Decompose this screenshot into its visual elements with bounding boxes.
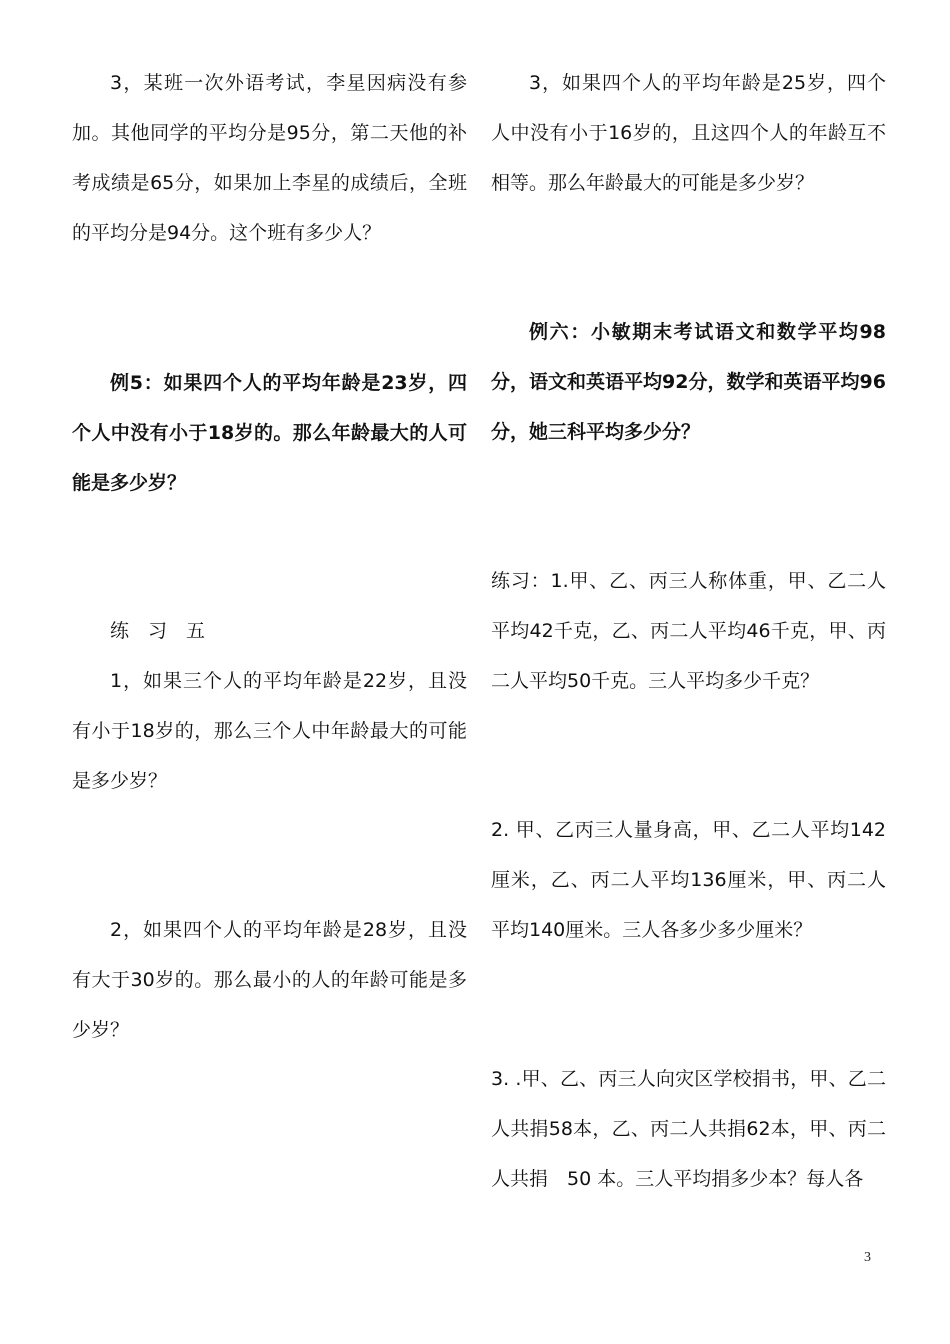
- question-3-right: 3，如果四个人的平均年龄是25岁，四个人中没有小于16岁的，且这四个人的年龄互不相等。那么年龄最大的可能是多少岁？: [491, 72, 886, 194]
- example-5: 例5：如果四个人的平均年龄是23岁，四个人中没有小于18岁的。那么年龄最大的人可能是多少岁？: [72, 372, 467, 494]
- exercise-5-question-1: 1，如果三个人的平均年龄是22岁，且没有小于18岁的，那么三个人中年龄最大的可能是多少岁？: [72, 670, 467, 792]
- practice-question-2: 2. 甲、乙丙三人量身高，甲、乙二人平均142厘米，乙、丙二人平均136厘米，甲、丙二人平均140厘米。三人各多少多少厘米？: [491, 819, 886, 941]
- exercise-5-title: 练 习 五: [110, 620, 206, 642]
- question-3-left: 3，某班一次外语考试，李星因病没有参加。其他同学的平均分是95分，第二天他的补考成绩是65分，如果加上李星的成绩后，全班的平均分是94分。这个班有多少人？: [72, 72, 467, 244]
- exercise-5-question-2: 2，如果四个人的平均年龄是28岁，且没有大于30岁的。那么最小的人的年龄可能是多少岁？: [72, 919, 467, 1041]
- example-6: 例六：小敏期末考试语文和数学平均98分，语文和英语平均92分，数学和英语平均96分，她三科平均多少分？: [491, 321, 886, 443]
- practice-question-1: 练习：1.甲、乙、丙三人称体重，甲、乙二人平均42千克，乙、丙二人平均46千克，甲、丙二人平均50千克。三人平均多少千克？: [491, 570, 886, 692]
- practice-question-3: 3. .甲、乙、丙三人向灾区学校捐书，甲、乙二人共捐58本，乙、丙二人共捐62本，甲、丙二人共捐 50 本。三人平均捐多少本？每人各: [491, 1068, 886, 1190]
- page-number: 3: [864, 1250, 871, 1265]
